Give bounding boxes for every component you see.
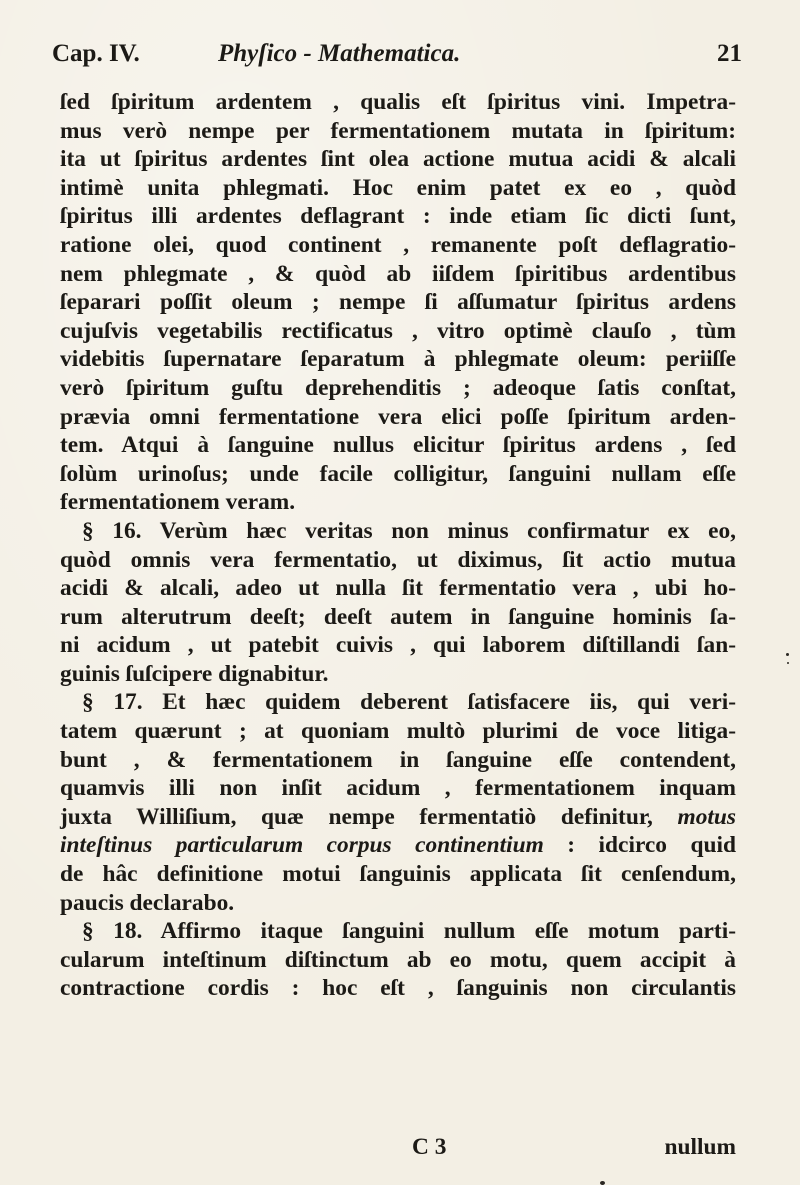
chapter-label: Cap. IV. [52,40,140,67]
text-line: prævia omni fermentatione vera elici poſſe ſpiritum arden- [60,403,736,430]
text-line: ſpiritus illi ardentes deflagrant : inde etiam ſic dicti ſunt, [60,203,736,230]
text-line: tatem quærunt ; at quoniam multò plurimi de voce litiga- [60,718,736,745]
text-line: cujuſvis vegetabilis rectificatus , vitro optimè clauſo , tùm [60,317,736,344]
italic-motus: motus [677,803,736,830]
text-line: bunt , & fermentationem in ſanguine eſſe contendent, [60,746,736,773]
text-line: ita ut ſpiritus ardentes ſint olea actione mutua acidi & alcali [60,146,736,173]
text-line: tem. Atqui à ſanguine nullus elicitur ſpiritus ardens , ſed [60,432,736,459]
text-line: quòd omnis vera fermentatio, ut diximus, ſit actio mutua [60,546,736,573]
italic-definition: inteſtinus particularum corpus continentium [60,832,544,859]
section-18-heading-line: § 18. Affirmo itaque ſanguini nullum eſſe motum parti- [82,918,736,945]
page-footer [60,1134,736,1164]
text-line [60,831,736,860]
text-line: rum alterutrum deeſt; deeſt autem in ſanguine hominis ſa- [60,603,736,630]
paragraph-end-line: fermentationem veram. [60,489,296,516]
text-line: cularum inteſtinum diſtinctum ab eo motu, quem accipit à [60,946,736,973]
text-line: intimè unita phlegmati. Hoc enim patet ex eo , quòd [60,174,736,201]
text-line: ſed ſpiritum ardentem , qualis eſt ſpiritus vini. Impetra- [60,89,736,115]
text-line: contractione cordis : hoc eſt , ſanguinis non circulantis [60,975,736,1002]
text-line: videbitis ſupernatare ſeparatum à phlegmate oleum: periiſſe [60,346,736,373]
body-text [60,88,736,1003]
text-line: verò ſpiritum guſtu deprehenditis ; adeoque ſatis conſtat, [60,374,736,401]
signature-mark: C 3 [412,1134,447,1160]
ink-speck [786,653,789,656]
text-line: ni acidum , ut patebit cuivis , qui laborem diſtillandi ſan- [60,632,736,659]
williss-definition-text: juxta Williſium, quæ nempe fermentatiò definitur, [60,803,653,830]
section-16-heading-line: § 16. Verùm hæc veritas non minus confirmatur ex eo, [82,517,736,544]
definition-continuation: : idcirco quid [543,832,736,859]
text-line [60,803,736,832]
section-17-heading-line: § 17. Et hæc quidem deberent ſatisfacere iis, qui veri- [82,689,736,716]
text-line: mus verò nempe per fermentationem mutata in ſpiritum: [60,117,736,144]
text-line: acidi & alcali, adeo ut nulla ſit fermentatio vera , ubi ho- [60,575,736,602]
text-line: nem phlegmate , & quòd ab iiſdem ſpiritibus ardentibus [60,260,736,287]
ink-speck [787,662,789,664]
paragraph-end-line: guinis ſuſcipere dignabitur. [60,660,329,687]
text-line: de hâc definitione motui ſanguinis applicata ſit cenſendum, [60,861,736,888]
text-line: ſolùm urinoſus; unde facile colligitur, ſanguini nullam eſſe [60,460,736,487]
text-line: quamvis illi non inſit acidum , fermentationem inquam [60,775,736,802]
text-line: ſeparari poſſit oleum ; nempe ſi aſſumatur ſpiritus ardens [60,289,736,316]
running-head [52,40,742,76]
page-number: 21 [717,40,742,67]
paragraph-end-line: paucis declarabo. [60,889,235,916]
running-title: Phyſico - Mathematica. [218,40,461,67]
text-line: ratione olei, quod continent , remanente poſt deflagratio- [60,231,736,258]
ink-speck [600,1181,605,1185]
catchword: nullum [664,1134,736,1160]
